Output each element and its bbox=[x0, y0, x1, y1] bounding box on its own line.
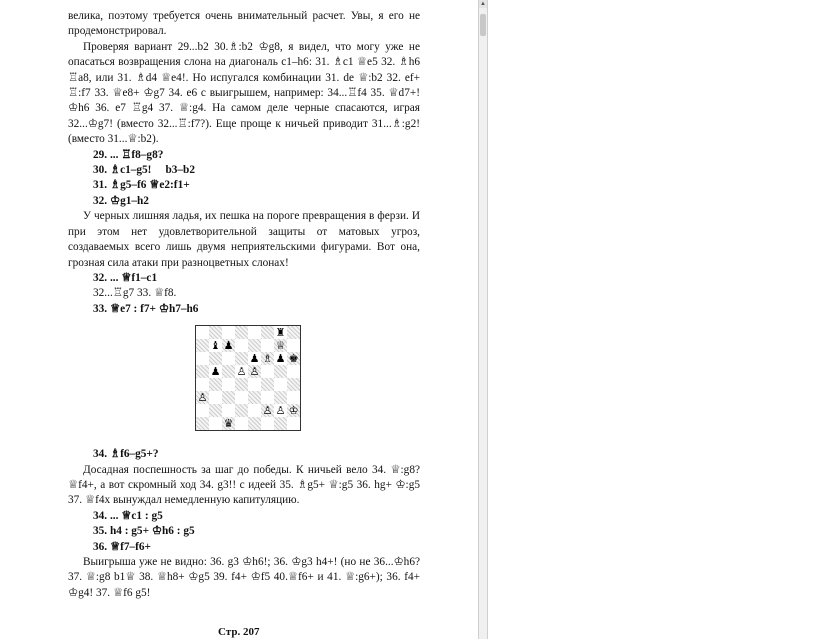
board-square bbox=[287, 339, 300, 352]
board-square bbox=[209, 352, 222, 365]
board-square bbox=[196, 404, 209, 417]
board-square bbox=[235, 404, 248, 417]
board-square bbox=[261, 417, 274, 430]
board-square bbox=[209, 417, 222, 430]
chess-piece-square: ♙ bbox=[249, 365, 260, 379]
move-31: 31. ♗g5–f6 ♕e2:f1+ bbox=[93, 179, 190, 192]
board-square bbox=[196, 365, 209, 378]
move-34: 34. ♗f6–g5+? bbox=[93, 448, 159, 461]
board-square bbox=[261, 365, 274, 378]
chess-piece-square: ♙ bbox=[197, 391, 208, 405]
move-32-black: 32. ... ♕f1–c1 bbox=[93, 271, 158, 284]
paragraph-3: У черных лишняя ладья, их пешка на пороге превращения в ферзи. И при этом нет удовлетворительной защиты от матовых угроз, создаваемых всего лишь двумя неприятельскими фигурами. Вот она, грозная сила атаки при разноцветных слонах! bbox=[68, 210, 420, 269]
chess-piece-square: ♝ bbox=[210, 339, 221, 353]
board-square bbox=[287, 326, 300, 339]
board-square bbox=[248, 404, 261, 417]
chess-piece-square: ♟ bbox=[210, 365, 221, 379]
board-square bbox=[196, 417, 209, 430]
chess-piece-square: ♔ bbox=[288, 404, 299, 418]
board-square bbox=[261, 339, 274, 352]
board-square bbox=[196, 326, 209, 339]
move-29: 29. ... ♖f8–g8? bbox=[93, 148, 164, 161]
board-square bbox=[274, 378, 287, 391]
board-square bbox=[248, 326, 261, 339]
board-square bbox=[222, 352, 235, 365]
board-square bbox=[235, 339, 248, 352]
board-square bbox=[209, 326, 222, 339]
vertical-scrollbar[interactable] bbox=[478, 0, 488, 639]
board-square bbox=[274, 391, 287, 404]
board-square bbox=[261, 378, 274, 391]
board-square bbox=[222, 378, 235, 391]
paragraph-2: Проверяя вариант 29...b2 30.♗:b2 ♔g8, я видел, что могу уже не опасаться возвращения слона на диагональ c1–h6: 31. ♗c1 ♕e5 32. ♗h6 ♖a8, или 31. ♗d4 ♕e4!. Но испугался комбинации 31. de ♕:b2 32. ef+ ♖:f7 33. ♕e8+ ♔g7 34. e6 с выигрышем, например: 34...♖f4 35. ♕d7+! ♔h6 36. e7 ♖g4 37. ♕:g4. На самом деле черные спасаются, играя 32...♔g7! (вместо 32...♖:f7?). Еще проще к ничьей приводит 31...♗:g2! (вместо 31...♕:b2). bbox=[68, 40, 420, 146]
board-square bbox=[287, 391, 300, 404]
diagram-area bbox=[68, 317, 420, 447]
book-page bbox=[8, 0, 479, 639]
move-32: 32. ♔g1–h2 bbox=[93, 194, 149, 207]
chess-piece-square: ♙ bbox=[275, 404, 286, 418]
board-square bbox=[287, 378, 300, 391]
board-square bbox=[248, 417, 261, 430]
board-square bbox=[196, 352, 209, 365]
board-square bbox=[248, 391, 261, 404]
board-square bbox=[222, 365, 235, 378]
board-square bbox=[222, 391, 235, 404]
chess-piece-square: ♚ bbox=[288, 352, 299, 366]
move-36: 36. ♕f7–f6+ bbox=[93, 540, 151, 553]
board-square bbox=[287, 365, 300, 378]
board-square bbox=[235, 352, 248, 365]
scroll-up-icon[interactable]: ▲ bbox=[480, 1, 486, 7]
board-square bbox=[248, 378, 261, 391]
page-content bbox=[68, 9, 420, 601]
board-square bbox=[196, 378, 209, 391]
paragraph-4: Досадная поспешность за шаг до победы. К ничьей вело 34. ♕:g8? ♕f4+, а вот скромный ход 34. g3!! с идеей 35. ♗g5+ ♕:g5 36. hg+ ♔:g5 37. ♕f4х вынуждал немедленную капитуляцию. bbox=[68, 463, 420, 507]
board-square bbox=[274, 365, 287, 378]
chess-piece-square: ♕ bbox=[275, 339, 286, 353]
chess-piece-square: ♟ bbox=[249, 352, 260, 366]
board-square bbox=[274, 417, 287, 430]
move-33: 33. ♕e7 : f7+ ♔h7–h6 bbox=[93, 302, 199, 315]
paragraph-5: Выигрыша уже не видно: 36. g3 ♔h6!; 36. ♔g3 h4+! (но не 36...♔h6? 37. ♕:g8 b1♕ 38. ♕h8+ ♔g5 39. f4+ ♔f5 40.♕f6+ и 41. ♕:g6+); 36. f4+ ♔g4! 37. ♕f6 g5! bbox=[68, 555, 420, 599]
board-square bbox=[209, 378, 222, 391]
move-30-black: b3–b2 bbox=[165, 164, 195, 177]
move-34-black: 34. ... ♕c1 : g5 bbox=[93, 509, 163, 522]
paragraph-1: велика, поэтому требуется очень внимательный расчет. Увы, я его не продемонстрировал. bbox=[68, 10, 420, 38]
chess-piece-square: ♙ bbox=[262, 404, 273, 418]
move-30-white: 30. ♗c1–g5! bbox=[93, 164, 152, 177]
chess-piece-square: ♛ bbox=[223, 417, 234, 431]
chess-piece-square: ♟ bbox=[275, 352, 286, 366]
chess-board bbox=[195, 325, 301, 431]
board-square bbox=[261, 326, 274, 339]
board-square bbox=[209, 391, 222, 404]
board-square bbox=[235, 417, 248, 430]
variation-32: 32...♖g7 33. ♕f8. bbox=[93, 287, 177, 300]
board-square bbox=[248, 339, 261, 352]
board-square bbox=[222, 404, 235, 417]
board-square bbox=[235, 378, 248, 391]
board-square bbox=[235, 326, 248, 339]
chess-piece-square: ♗ bbox=[262, 352, 273, 366]
chess-piece-square: ♟ bbox=[223, 339, 234, 353]
board-square bbox=[222, 326, 235, 339]
board-square bbox=[235, 391, 248, 404]
chess-piece-square: ♙ bbox=[236, 365, 247, 379]
scroll-thumb[interactable] bbox=[480, 14, 486, 36]
board-square bbox=[209, 404, 222, 417]
board-square bbox=[261, 391, 274, 404]
board-square bbox=[287, 417, 300, 430]
board-square bbox=[196, 339, 209, 352]
move-30 bbox=[68, 163, 420, 178]
move-35: 35. h4 : g5+ ♔h6 : g5 bbox=[93, 525, 195, 538]
chess-piece-square: ♜ bbox=[275, 326, 286, 340]
page-number: Стр. 207 bbox=[218, 626, 260, 638]
